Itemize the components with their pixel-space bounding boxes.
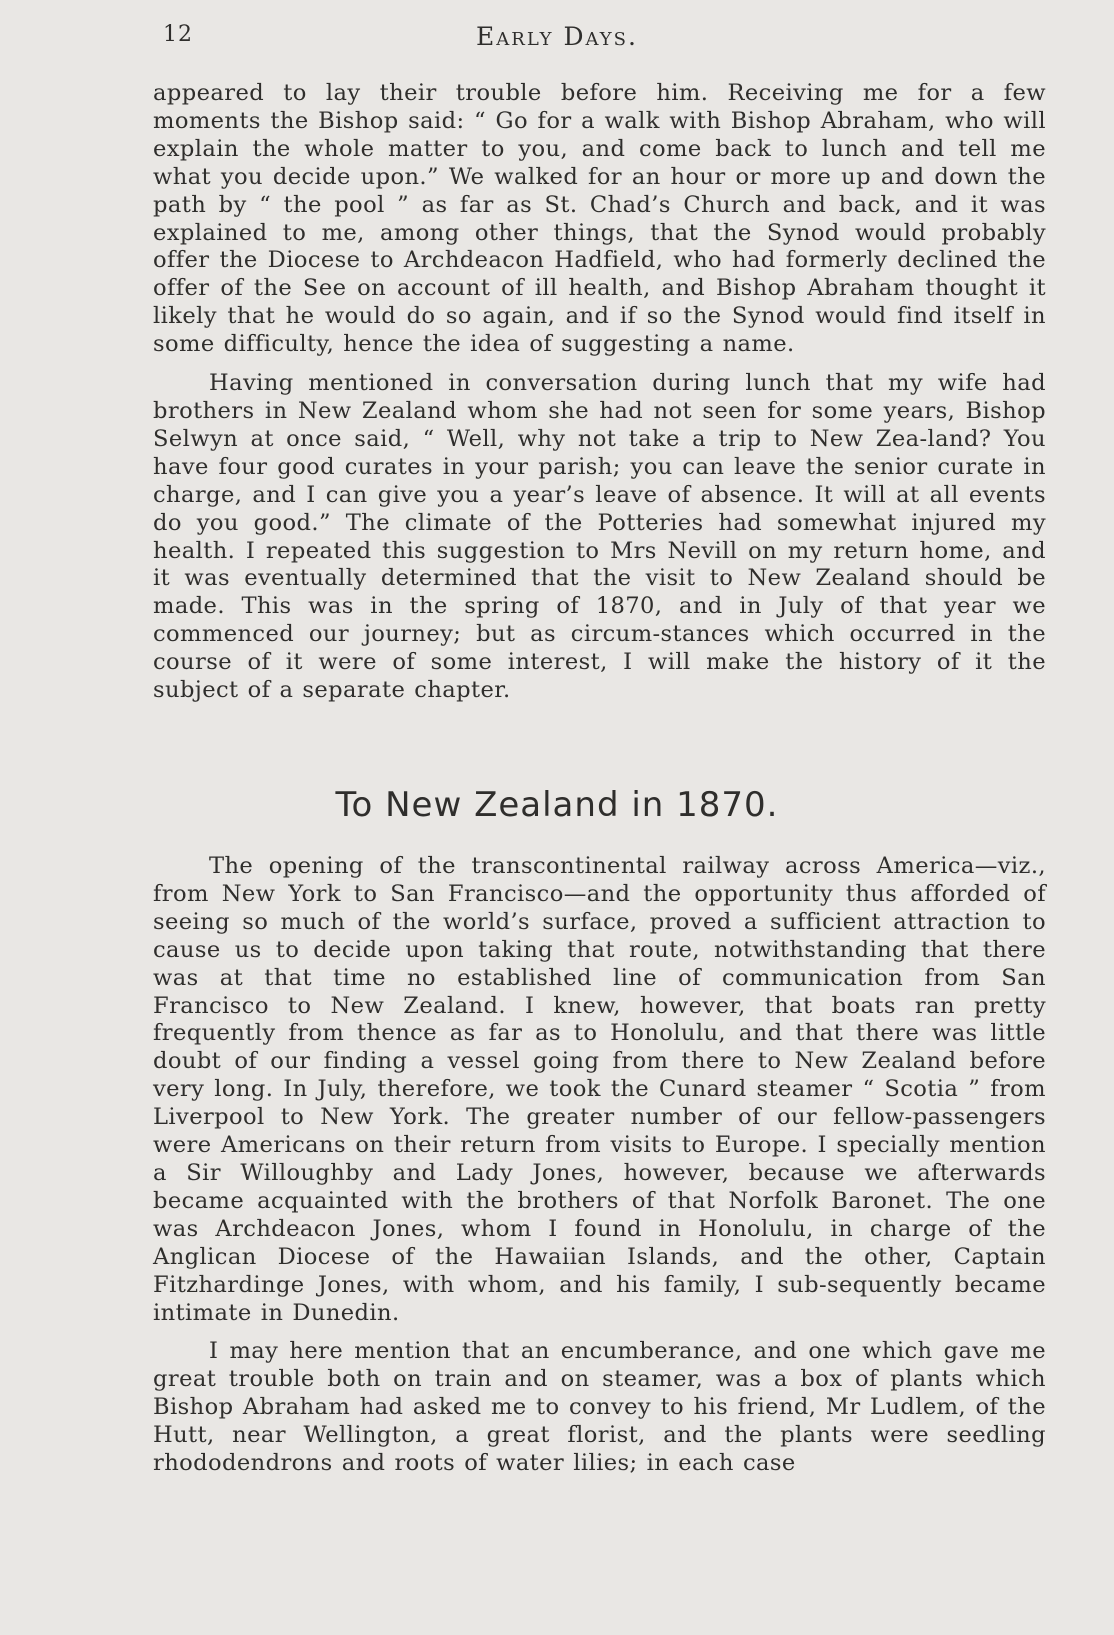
running-head: Early Days. [476,22,638,51]
chapter-continuation [153,80,1046,705]
section-body [153,853,1046,1478]
paragraph: appeared to lay their trouble before him. Receiving me for a few moments the Bishop said: “ Go for a walk with Bishop Abraham, who will explain the whole matter to you, and come back to lunch and tell me what you decide upon.” We walked for an hour or more up and down the path by “ the pool ” as far as St. Chad’s Church and back, and it was explained to me, among other things, that the Synod would probably offer the Diocese to Archdeacon Hadfield, who had formerly declined the offer of the See on account of ill health, and Bishop Abraham thought it likely that he would do so again, and if so the Synod would find itself in some difficulty, hence the idea of suggesting a name. [153,80,1046,358]
page-number: 12 [163,22,193,47]
paragraph: Having mentioned in conversation during lunch that my wife had brothers in New Zealand whom she had not seen for some years, Bishop Selwyn at once said, “ Well, why not take a trip to New Zea-land? You have four good curates in your parish; you can leave the senior curate in charge, and I can give you a year’s leave of absence. It will at all events do you good.” The climate of the Potteries had somewhat injured my health. I repeated this suggestion to Mrs Nevill on my return home, and it was eventually determined that the visit to New Zealand should be made. This was in the spring of 1870, and in July of that year we commenced our journey; but as circum-stances which occurred in the course of it were of some interest, I will make the history of it the subject of a separate chapter. [153,370,1046,704]
section-heading: To New Zealand in 1870. [335,785,779,825]
paragraph: I may here mention that an encumberance, and one which gave me great trouble both on train and on steamer, was a box of plants which Bishop Abraham had asked me to convey to his friend, Mr Ludlem, of the Hutt, near Wellington, a great florist, and the plants were seedling rhododendrons and roots of water lilies; in each case [153,1338,1046,1477]
paragraph: The opening of the transcontinental railway across America—viz., from New York to San Francisco—and the opportunity thus afforded of seeing so much of the world’s surface, proved a sufficient attraction to cause us to decide upon taking that route, notwithstanding that there was at that time no established line of communication from San Francisco to New Zealand. I knew, however, that boats ran pretty frequently from thence as far as to Honolulu, and that there was little doubt of our finding a vessel going from there to New Zealand before very long. In July, therefore, we took the Cunard steamer “ Scotia ” from Liverpool to New York. The greater number of our fellow-passengers were Americans on their return from visits to Europe. I specially mention a Sir Willoughby and Lady Jones, however, because we afterwards became acquainted with the brothers of that Norfolk Baronet. The one was Archdeacon Jones, whom I found in Honolulu, in charge of the Anglican Diocese of the Hawaiian Islands, and the other, Captain Fitzhardinge Jones, with whom, and his family, I sub-sequently became intimate in Dunedin. [153,853,1046,1326]
